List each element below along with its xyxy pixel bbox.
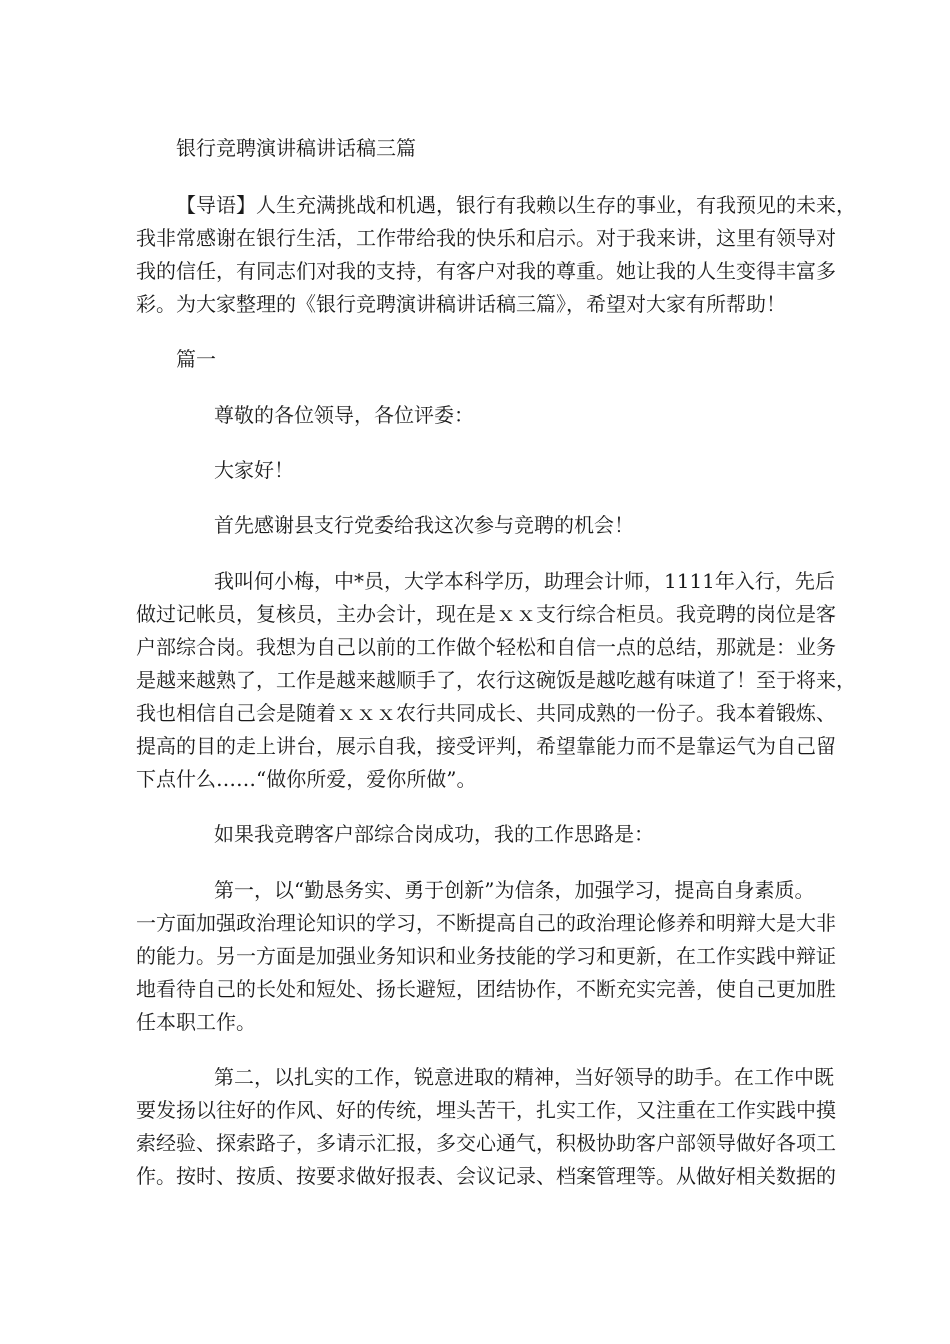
first-point-line: 任本职工作。 [136, 1010, 256, 1034]
second-point-line: 作。按时、按质、按要求做好报表、会议记录、档案管理等。从做好相关数据的 [136, 1164, 836, 1188]
intro-line: 彩。为大家整理的《银行竞聘演讲稿讲话稿三篇》，希望对大家有所帮助！ [136, 292, 786, 316]
plan-intro: 如果我竞聘客户部综合岗成功，我的工作思路是： [214, 822, 654, 846]
greeting: 大家好！ [214, 458, 294, 482]
self-intro-line: 提高的目的走上讲台，展示自我，接受评判，希望靠能力而不是靠运气为自己留 [136, 734, 836, 758]
first-point-line: 第一，以“勤恳务实、勇于创新”为信条，加强学习，提高自身素质。 [214, 878, 815, 902]
second-point-line: 要发扬以往好的作风、好的传统，埋头苦干，扎实工作，又注重在工作实践中摸 [136, 1098, 836, 1122]
self-intro-line: 是越来越熟了，工作是越来越顺手了，农行这碗饭是越吃越有味道了！至于将来， [136, 668, 856, 692]
intro-line: 我的信任，有同志们对我的支持，有客户对我的尊重。她让我的人生变得丰富多 [136, 259, 836, 283]
self-intro-line: 我叫何小梅，中*员，大学本科学历，助理会计师，1111年入行，先后 [214, 569, 835, 593]
self-intro-line: 户部综合岗。我想为自己以前的工作做个轻松和自信一点的总结，那就是：业务 [136, 635, 836, 659]
thanks-line: 首先感谢县支行党委给我这次参与竞聘的机会！ [214, 513, 634, 537]
second-point-line: 第二，以扎实的工作，锐意进取的精神，当好领导的助手。在工作中既 [214, 1065, 834, 1089]
self-intro-line: 下点什么……“做你所爱，爱你所做”。 [136, 767, 477, 791]
salutation: 尊敬的各位领导，各位评委： [214, 403, 474, 427]
first-point-line: 的能力。另一方面是加强业务知识和业务技能的学习和更新，在工作实践中辩证 [136, 944, 836, 968]
doc-title: 银行竞聘演讲稿讲话稿三篇 [176, 136, 416, 160]
self-intro-line: 做过记帐员，复核员，主办会计，现在是ｘｘ支行综合柜员。我竞聘的岗位是客 [136, 602, 836, 626]
intro-line: 【导语】人生充满挑战和机遇，银行有我赖以生存的事业，有我预见的未来， [176, 193, 856, 217]
self-intro-line: 我也相信自己会是随着ｘｘｘ农行共同成长、共同成熟的一份子。我本着锻炼、 [136, 701, 836, 725]
intro-line: 我非常感谢在银行生活，工作带给我的快乐和启示。对于我来讲，这里有领导对 [136, 226, 836, 250]
second-point-line: 索经验、探索路子，多请示汇报，多交心通气，积极协助客户部领导做好各项工 [136, 1131, 836, 1155]
section-heading: 篇一 [176, 347, 216, 371]
first-point-line: 地看待自己的长处和短处、扬长避短，团结协作，不断充实完善，使自己更加胜 [136, 977, 836, 1001]
first-point-line: 一方面加强政治理论知识的学习，不断提高自己的政治理论修养和明辩大是大非 [136, 911, 836, 935]
